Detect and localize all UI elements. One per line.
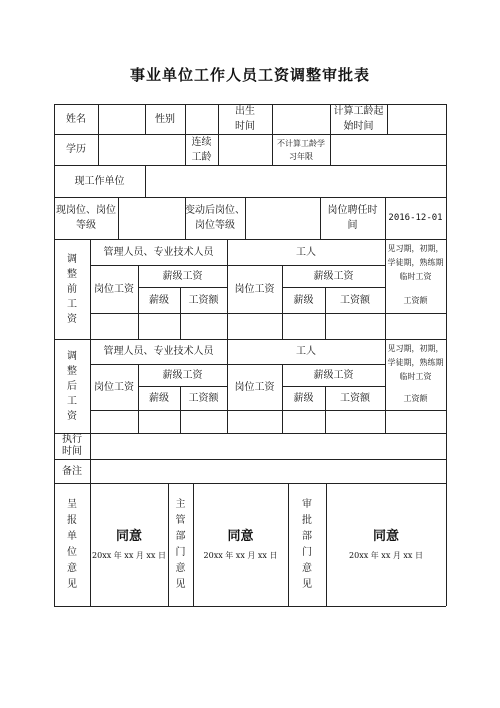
after-trainee-header: 见习期，初期， 学徒期，熟练期 临时工资 — [387, 343, 444, 381]
submit-unit-agree: 同意 — [115, 528, 142, 544]
education-field[interactable] — [98, 134, 185, 165]
after-mgmt-header: 管理人员、专业技术人员 — [103, 346, 214, 357]
before-trainee-amount: 工资额 — [403, 295, 428, 305]
gender-field[interactable] — [185, 104, 218, 134]
changed-post-field[interactable] — [245, 197, 320, 239]
excluded-years-label: 不计算工龄学 习年限 — [277, 138, 325, 161]
after-worker-grade: 薪级 — [293, 392, 314, 404]
after-mgmt-amount: 工资额 — [188, 392, 219, 404]
work-unit-label: 现工作单位 — [74, 175, 125, 187]
remarks-label: 备注 — [62, 465, 82, 477]
before-worker-amount: 工资额 — [340, 294, 370, 306]
birth-label: 出生 时间 — [235, 106, 255, 132]
gender-label: 性别 — [155, 113, 175, 125]
before-mgmt-header: 管理人员、专业技术人员 — [103, 246, 214, 258]
before-worker-post-wage: 岗位工资 — [234, 283, 275, 295]
birth-field[interactable] — [272, 104, 330, 134]
seniority-start-field[interactable] — [387, 104, 446, 134]
exec-date-label: 执行 时间 — [62, 434, 82, 457]
dept-date: 20xx 年 xx 月 xx 日 — [203, 550, 278, 560]
dept-opinion-label: 主 管 部 门 意 见 — [175, 498, 186, 590]
name-field[interactable] — [98, 104, 145, 134]
current-post-label: 现岗位、岗位 等级 — [56, 205, 116, 231]
after-worker-grade-wage: 薪级工资 — [313, 369, 354, 381]
after-wage-section-label: 调 整 后 工 资 — [67, 350, 77, 422]
submit-unit-date: 20xx 年 xx 月 xx 日 — [92, 550, 166, 560]
after-worker-header: 工人 — [296, 346, 316, 357]
form-title: 事业单位工作人员工资调整审批表 — [129, 66, 370, 84]
after-trainee-amount: 工资额 — [403, 393, 428, 403]
review-date: 20xx 年 xx 月 xx 日 — [349, 550, 423, 560]
dept-agree: 同意 — [227, 528, 254, 544]
review-opinion-label: 审 批 部 门 意 见 — [302, 498, 312, 590]
review-agree: 同意 — [372, 528, 399, 544]
before-wage-section-label: 调 整 前 工 资 — [67, 253, 77, 325]
before-mgmt-grade-wage: 薪级工资 — [162, 270, 203, 282]
hire-date-label: 岗位聘任时 间 — [327, 205, 378, 231]
excluded-years-field[interactable] — [330, 134, 446, 165]
name-label: 姓名 — [66, 113, 86, 125]
after-worker-amount: 工资额 — [340, 392, 370, 404]
current-post-field[interactable] — [118, 197, 185, 239]
exec-date-field[interactable] — [90, 433, 446, 459]
work-unit-field[interactable] — [145, 165, 446, 197]
continuous-seniority-label: 连续 工龄 — [191, 136, 212, 163]
before-worker-header: 工人 — [296, 246, 316, 258]
before-mgmt-grade: 薪级 — [149, 294, 169, 306]
before-mgmt-amount: 工资额 — [188, 294, 219, 306]
after-mgmt-grade: 薪级 — [149, 392, 169, 404]
before-trainee-header: 见习期，初期， 学徒期，熟练期 临时工资 — [387, 244, 444, 281]
seniority-start-label: 计算工龄起 始时间 — [333, 106, 384, 132]
after-mgmt-post-wage: 岗位工资 — [94, 381, 134, 393]
after-worker-post-wage: 岗位工资 — [234, 381, 275, 393]
after-mgmt-grade-wage: 薪级工资 — [162, 369, 203, 381]
continuous-seniority-field[interactable] — [218, 134, 272, 165]
changed-post-label: 变动后岗位、 岗位等级 — [185, 205, 245, 231]
remarks-field[interactable] — [90, 459, 446, 483]
before-mgmt-post-wage: 岗位工资 — [94, 283, 134, 295]
hire-date-value: 2016-12-01 — [388, 212, 443, 223]
submit-unit-opinion-label: 呈 报 单 位 意 见 — [67, 498, 77, 590]
before-worker-grade: 薪级 — [293, 294, 314, 306]
before-worker-grade-wage: 薪级工资 — [313, 270, 354, 282]
education-label: 学历 — [66, 144, 86, 155]
